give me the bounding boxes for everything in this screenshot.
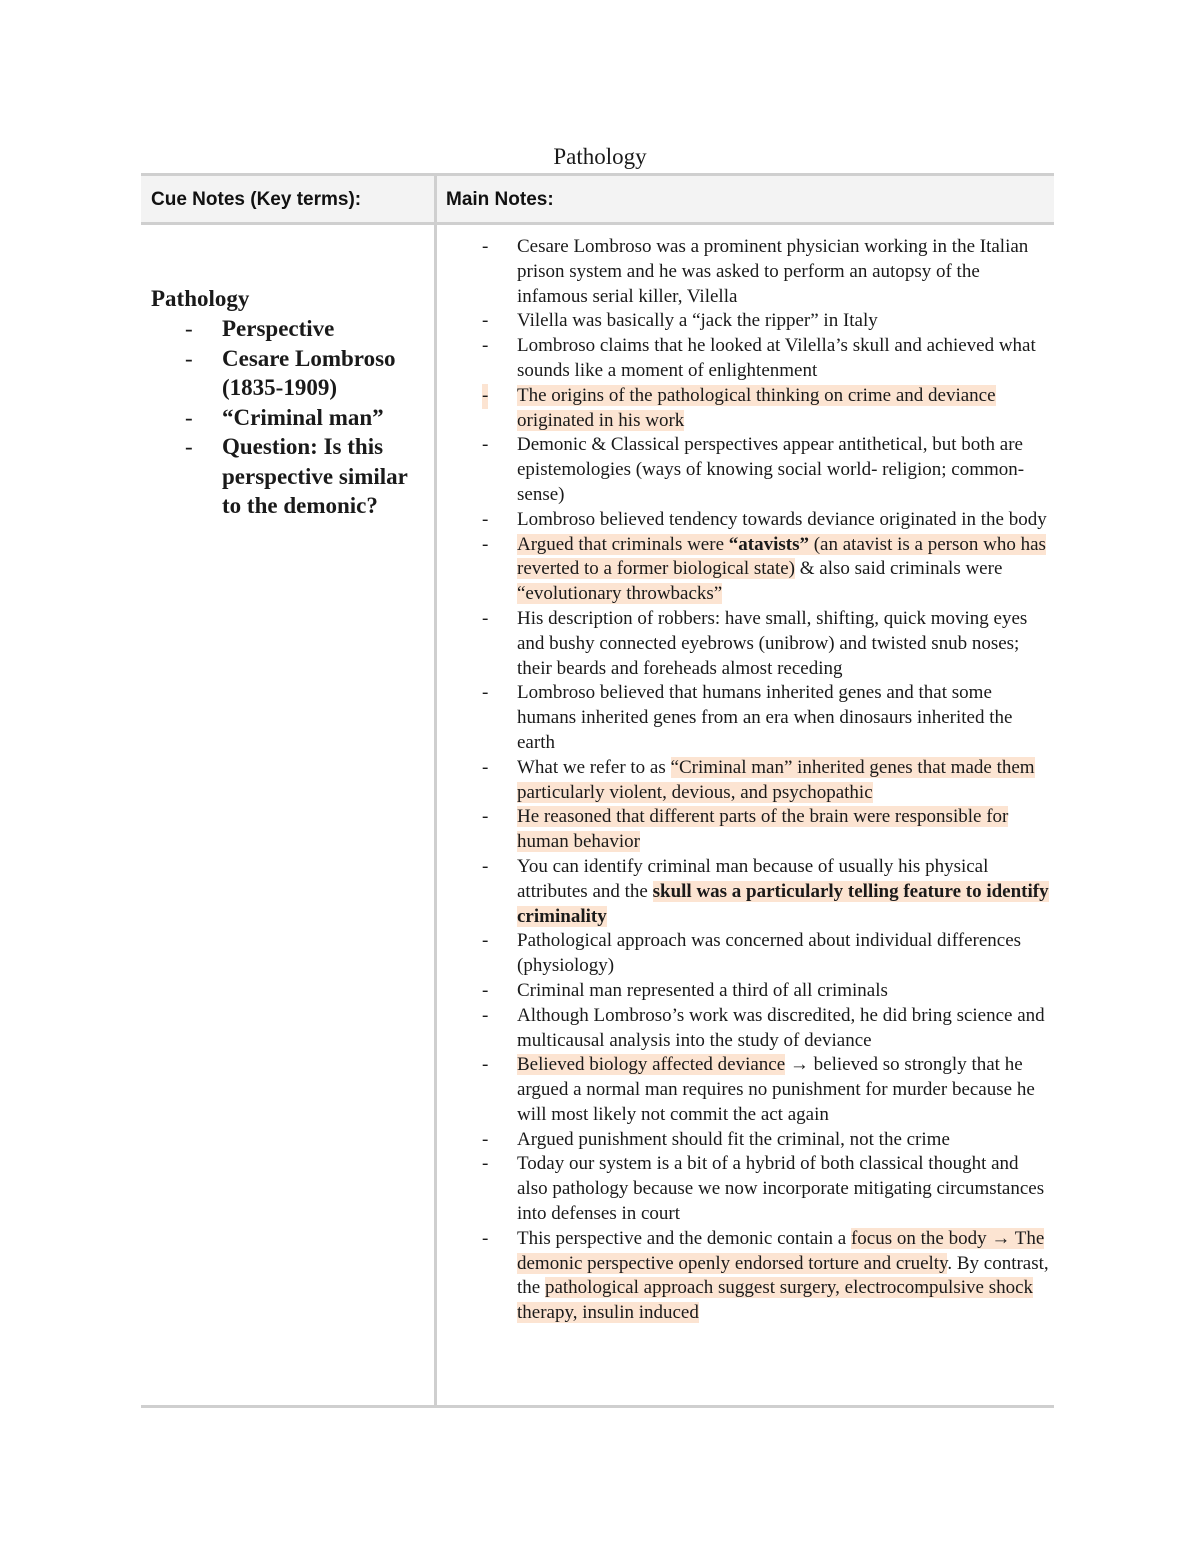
cue-item — [151, 314, 431, 344]
note-text: This perspective and the demonic contain a — [517, 1227, 851, 1249]
highlighted-text: Believed biology affected deviance — [517, 1054, 786, 1076]
highlighted-text: “Criminal man” inherited genes that made them particularly violent, devious, and psychopathic — [517, 756, 1035, 803]
dash-bullet: - — [482, 1128, 489, 1150]
note-item — [442, 508, 1052, 533]
note-item — [442, 309, 1052, 334]
note-item — [442, 1053, 1052, 1127]
dash-bullet: - — [482, 310, 489, 332]
highlighted-text: The origins of the pathological thinking on crime and deviance originated in his work — [517, 384, 996, 431]
highlighted-text: “atavists” — [728, 533, 809, 555]
dash-bullet: - — [185, 434, 193, 459]
dash-bullet: - — [482, 508, 489, 530]
cue-item-text: Perspective — [222, 316, 335, 341]
page-title: Pathology — [553, 144, 647, 169]
note-text: Cesare Lombroso was a prominent physician working in the Italian prison system and he was asked to perform an autopsy of the infamous serial killer, Vilella — [517, 236, 1029, 307]
dash-bullet: - — [482, 335, 489, 357]
dash-bullet: - — [482, 384, 488, 409]
note-text: Lombroso claims that he looked at Vilella’s skull and achieved what sounds like a moment of enlightenment — [517, 335, 1036, 381]
note-text: . By contrast, the — [517, 1252, 1049, 1299]
column-divider — [434, 173, 437, 1408]
note-item — [442, 1227, 1052, 1326]
highlighted-text: Argued that criminals were — [517, 533, 729, 555]
cue-notes-header: Cue Notes (Key terms): — [151, 189, 362, 210]
note-text: Although Lombroso’s work was discredited, he did bring science and multicausal analysis into the study of deviance — [517, 1004, 1045, 1051]
dash-bullet: - — [482, 434, 489, 456]
note-item — [442, 533, 1052, 607]
cue-item — [151, 403, 431, 433]
note-text: Argued punishment should fit the criminal, not the crime — [517, 1128, 950, 1150]
highlighted-text: He reasoned that different parts of the brain were responsible for human behavior — [517, 806, 1009, 853]
highlighted-text: (an atavist is a person who has reverted to a former biological state) — [517, 533, 1046, 580]
note-item — [442, 384, 1052, 434]
dash-bullet: - — [482, 979, 489, 1001]
highlighted-text: “evolutionary throwbacks” — [517, 583, 723, 605]
note-item — [442, 433, 1052, 507]
dash-bullet: - — [482, 533, 489, 555]
cue-item-text: Question: Is this perspective similar to the demonic? — [222, 434, 408, 518]
note-text: Today our system is a bit of a hybrid of both classical thought and also pathology because we now incorporate mitigating circumstances into defenses in court — [517, 1153, 1045, 1225]
note-text: What we refer to as — [517, 756, 671, 778]
note-text: & also said criminals were — [795, 558, 1003, 580]
dash-bullet: - — [185, 404, 193, 430]
main-notes-list — [442, 235, 1052, 1326]
note-item — [442, 929, 1052, 979]
note-item — [442, 1004, 1052, 1054]
note-text: Pathological approach was concerned about individual differences (physiology) — [517, 930, 1022, 977]
cue-item — [151, 432, 431, 521]
cornell-notes-table — [141, 173, 1054, 1408]
note-item — [442, 1128, 1052, 1153]
highlighted-text: pathological approach suggest surgery, electrocompulsive shock therapy, insulin induced — [517, 1277, 1034, 1324]
note-item — [442, 855, 1052, 929]
highlighted-text: skull was a particularly telling feature to identify criminality — [517, 880, 1049, 927]
dash-bullet: - — [482, 806, 489, 828]
cue-item — [151, 344, 431, 403]
dash-bullet: - — [185, 316, 193, 341]
note-text: Lombroso believed tendency towards deviance originated in the body — [517, 508, 1047, 530]
header-bottom-border — [141, 222, 1054, 225]
note-text: Criminal man represented a third of all criminals — [517, 979, 888, 1001]
dash-bullet: - — [482, 1054, 489, 1076]
note-item — [442, 235, 1052, 309]
note-item — [442, 334, 1052, 384]
table-top-border — [141, 173, 1054, 176]
note-item — [442, 681, 1052, 755]
main-notes-header: Main Notes: — [446, 189, 554, 210]
dash-bullet: - — [482, 682, 489, 704]
dash-bullet: - — [482, 855, 489, 877]
note-item — [442, 979, 1052, 1004]
note-item — [442, 1152, 1052, 1226]
note-text: Demonic & Classical perspectives appear antithetical, but both are epistemologies (ways of knowing social world- religion; common-sense) — [517, 434, 1025, 505]
note-text: You can identify criminal man because of usually his physical attributes and the — [517, 855, 989, 902]
note-text: Lombroso believed that humans inherited genes and that some humans inherited genes from an era when dinosaurs inherited the earth — [517, 682, 1013, 753]
cue-item-text: Cesare Lombroso (1835-1909) — [222, 345, 396, 400]
note-text: → believed so strongly that he argued a normal man requires no punishment for murder because he will most likely not commit the act again — [517, 1054, 1035, 1125]
note-text: His description of robbers: have small, shifting, quick moving eyes and bushy connected eyebrows (unibrow) and twisted snub noses; their beards and foreheads almost receding — [517, 607, 1028, 679]
highlighted-text: focus on the body → The demonic perspective openly endorsed torture and cruelty — [517, 1227, 1045, 1274]
cue-heading: Pathology — [151, 286, 250, 311]
note-item — [442, 607, 1052, 681]
cue-notes-column — [151, 284, 431, 521]
note-item — [442, 805, 1052, 855]
dash-bullet: - — [482, 1004, 489, 1026]
cue-item-text: “Criminal man” — [222, 404, 384, 430]
dash-bullet: - — [482, 930, 489, 952]
cue-list — [151, 314, 431, 521]
main-notes-column — [442, 235, 1052, 1326]
dash-bullet: - — [482, 756, 489, 778]
dash-bullet: - — [482, 1153, 489, 1175]
dash-bullet: - — [482, 236, 489, 257]
note-item — [442, 756, 1052, 806]
table-bottom-border — [141, 1405, 1054, 1408]
dash-bullet: - — [482, 607, 489, 629]
dash-bullet: - — [185, 345, 193, 371]
note-text: Vilella was basically a “jack the ripper” in Italy — [517, 310, 878, 332]
dash-bullet: - — [482, 1227, 489, 1249]
